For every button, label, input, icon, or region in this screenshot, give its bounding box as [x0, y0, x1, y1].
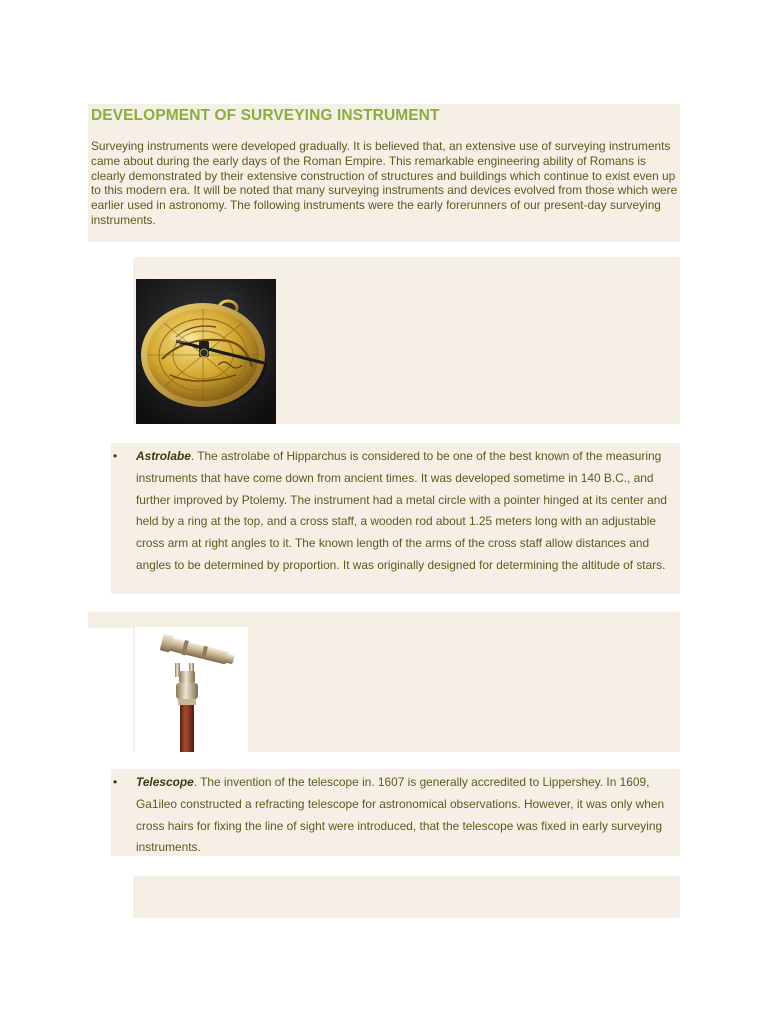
astrolabe-image-block: [133, 257, 680, 424]
astrolabe-item: [111, 443, 680, 594]
empty-content-block: [133, 876, 680, 918]
telescope-description: [136, 772, 680, 859]
telescope-text: . The invention of the telescope in. 1607 is generally accredited to Lippershey. In 1609, Ga1ileo constructed a refracting telescope for astronomical observations. However, it was only when cross hairs for fixing the line of sight were introduced, that the telescope was fixed in early surveying instruments.: [136, 775, 665, 855]
astrolabe-title: Astrolabe: [136, 449, 191, 463]
telescope-item: [111, 769, 680, 856]
page-title: DEVELOPMENT OF SURVEYING INSTRUMENT: [91, 107, 440, 124]
telescope-image: [135, 627, 248, 752]
telescope-image-block: [133, 612, 680, 752]
astrolabe-description: [136, 446, 680, 577]
astrolabe-image: [136, 279, 276, 424]
astrolabe-text: . The astrolabe of Hipparchus is considered to be one of the best known of the measuring instruments that have come down from ancient times. It was developed sometime in 140 B.C., and further improved by Ptolemy. The instrument had a metal circle with a pointer hinged at its center and held by a ring at the top, and a cross staff, a wooden rod about 1.25 meters long with an adjustable cross arm at right angles to it. The known length of the arms of the cross staff allow distances and angles to be determined by proportion. It was originally designed for determining the altitude of stars.: [136, 449, 667, 572]
intro-paragraph: Surveying instruments were developed gradually. It is believed that, an extensive use of surveying instruments came about during the early days of the Roman Empire. This remarkable engineering ability of Romans is clearly demonstrated by their extensive construction of structures and buildings which continue to exist even up to this modern era. It will be noted that many surveying instruments and devices evolved from those which were earlier used in astronomy. The following instruments were the early forerunners of our present-day surveying instruments.: [91, 139, 678, 227]
bullet-icon: •: [113, 449, 118, 463]
telescope-title: Telescope: [136, 775, 194, 789]
bullet-icon: •: [113, 775, 118, 789]
intro-block: [88, 104, 680, 242]
